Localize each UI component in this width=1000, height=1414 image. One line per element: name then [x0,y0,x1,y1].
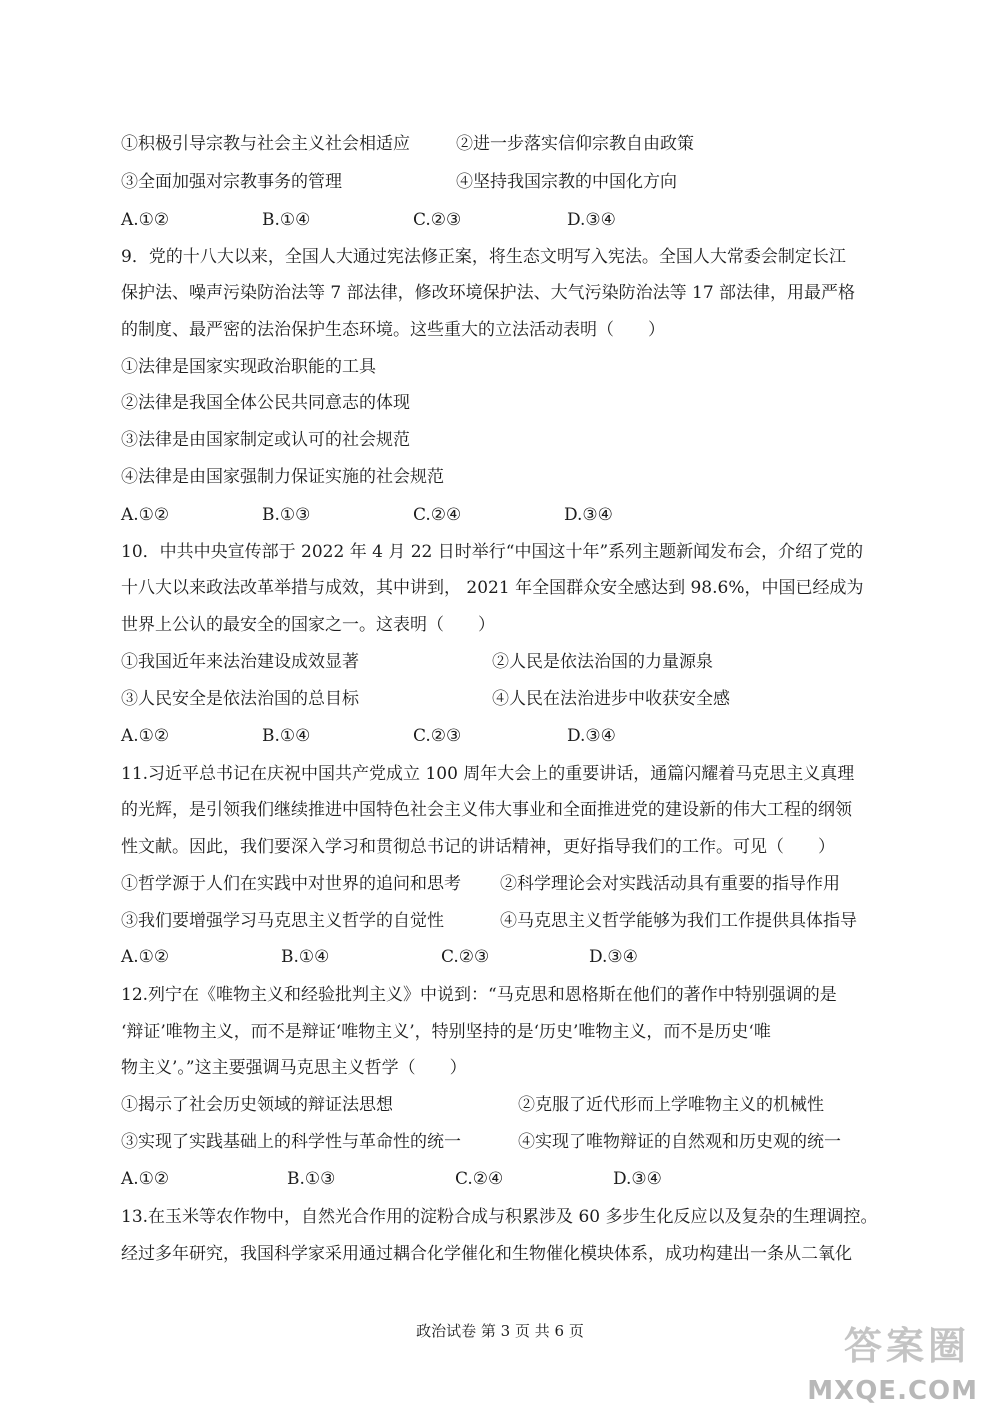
q9-stem-line-3: 的制度、最严密的法治保护生态环境。这些重大的立法活动表明（ ） [121,320,665,340]
q10-option-d: D.③④ [567,726,616,746]
q10-stem-line-1: 10．中共中央宣传部于 2022 年 4 月 22 日时举行“中国这十年”系列主题新闻发布会，介绍了党的 [121,542,864,562]
q9-option-a: A.①② [121,505,170,525]
q12-statement-3: ③实现了实践基础上的科学性与革命性的统一 [121,1132,461,1152]
q10-statement-3: ③人民安全是依法治国的总目标 [121,689,359,709]
page-footer: 政治试卷 第 3 页 共 6 页 [416,1322,584,1340]
q11-option-b: B.①④ [281,947,330,967]
q11-statement-1: ①哲学源于人们在实践中对世界的追问和思考 [121,874,461,894]
q9-stem-line-2: 保护法、噪声污染防治法等 7 部法律，修改环境保护法、大气污染防治法等 17 部法律，用最严格 [121,283,856,303]
q12-option-d: D.③④ [613,1169,662,1189]
q10-statement-1: ①我国近年来法治建设成效显著 [121,652,359,672]
q13-stem-line-2: 经过多年研究，我国科学家采用通过耦合化学催化和生物催化模块体系，成功构建出一条从二氧化 [121,1244,852,1264]
q12-option-c: C.②④ [455,1169,504,1189]
q10-statement-2: ②人民是依法治国的力量源泉 [492,652,713,672]
q12-option-b: B.①③ [287,1169,336,1189]
q10-option-b: B.①④ [262,726,311,746]
q8-statement-2: ②进一步落实信仰宗教自由政策 [456,134,694,154]
q11-option-c: C.②③ [441,947,490,967]
q9-stem-line-1: 9．党的十八大以来，全国人大通过宪法修正案，将生态文明写入宪法。全国人大常委会制定长江 [121,247,846,267]
q10-statement-4: ④人民在法治进步中收获安全感 [492,689,730,709]
q11-stem-line-3: 性文献。因此，我们要深入学习和贯彻总书记的讲话精神，更好指导我们的工作。可见（ ） [121,837,835,857]
q9-statement-3: ③法律是由国家制定或认可的社会规范 [121,430,410,450]
q11-option-d: D.③④ [589,947,638,967]
q8-statement-1: ①积极引导宗教与社会主义社会相适应 [121,134,410,154]
q11-statement-2: ②科学理论会对实践活动具有重要的指导作用 [500,874,840,894]
q8-option-c: C.②③ [413,210,462,230]
q10-stem-line-3: 世界上公认的最安全的国家之一。这表明（ ） [121,615,495,635]
q11-option-a: A.①② [121,947,170,967]
q10-option-a: A.①② [121,726,170,746]
q12-stem-line-2: ‘辩证’唯物主义，而不是辩证‘唯物主义’，特别坚持的是‘历史’唯物主义，而不是历史‘唯 [121,1022,771,1042]
q8-statement-4: ④坚持我国宗教的中国化方向 [456,172,677,192]
q9-statement-2: ②法律是我国全体公民共同意志的体现 [121,393,410,413]
q12-option-a: A.①② [121,1169,170,1189]
q10-stem-line-2: 十八大以来政法改革举措与成效，其中讲到， 2021 年全国群众安全感达到 98.6%，中国已经成为 [121,578,864,598]
q11-statement-4: ④马克思主义哲学能够为我们工作提供具体指导 [500,911,857,931]
q11-stem-line-1: 11.习近平总书记在庆祝中国共产党成立 100 周年大会上的重要讲话，通篇闪耀着马克思主义真理 [121,764,855,784]
q10-option-c: C.②③ [413,726,462,746]
q8-option-d: D.③④ [567,210,616,230]
q9-statement-1: ①法律是国家实现政治职能的工具 [121,357,376,377]
q8-option-b: B.①④ [262,210,311,230]
q8-option-a: A.①② [121,210,170,230]
q12-statement-2: ②克服了近代形而上学唯物主义的机械性 [518,1095,824,1115]
q12-statement-4: ④实现了唯物辩证的自然观和历史观的统一 [518,1132,841,1152]
watermark-logo: 答案圈 [843,1324,970,1368]
q9-option-b: B.①③ [262,505,311,525]
q8-statement-3: ③全面加强对宗教事务的管理 [121,172,342,192]
q12-statement-1: ①揭示了社会历史领域的辩证法思想 [121,1095,393,1115]
q13-stem-line-1: 13.在玉米等农作物中，自然光合作用的淀粉合成与积累涉及 60 多步生化反应以及复杂的生理调控。 [121,1207,878,1227]
q9-statement-4: ④法律是由国家强制力保证实施的社会规范 [121,467,444,487]
q9-option-c: C.②④ [413,505,462,525]
q12-stem-line-1: 12.列宁在《唯物主义和经验批判主义》中说到：“马克思和恩格斯在他们的著作中特别强调的是 [121,985,837,1005]
q11-stem-line-2: 的光辉，是引领我们继续推进中国特色社会主义伟大事业和全面推进党的建设新的伟大工程的纲领 [121,800,852,820]
q9-option-d: D.③④ [564,505,613,525]
watermark-site: MXQE.COM [807,1376,978,1406]
q12-stem-line-3: 物主义’。”这主要强调马克思主义哲学（ ） [121,1058,467,1078]
q11-statement-3: ③我们要增强学习马克思主义哲学的自觉性 [121,911,444,931]
